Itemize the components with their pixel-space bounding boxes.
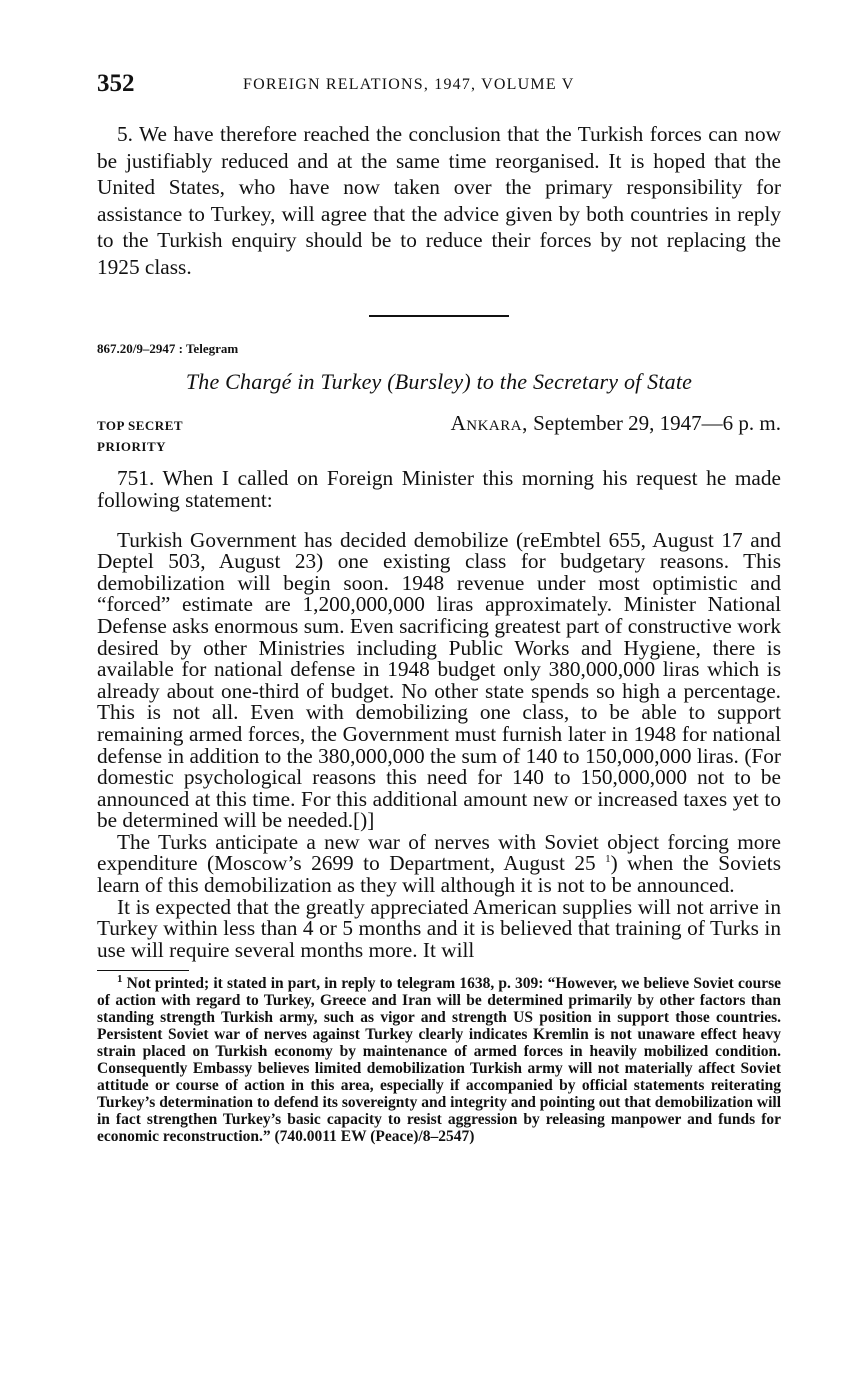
document-meta	[97, 410, 781, 457]
section-divider	[369, 315, 509, 317]
footnote-marker: 1	[117, 973, 123, 986]
statement-block	[97, 527, 781, 962]
document-page	[97, 70, 781, 1146]
classification-priority: PRIORITY	[97, 438, 167, 454]
opening-paragraph: 751. When I called on Foreign Minister this morning his request he made following statement:	[97, 465, 781, 513]
running-title: FOREIGN RELATIONS, 1947, VOLUME V	[243, 76, 575, 93]
footnote-divider	[97, 970, 189, 971]
turks-paragraph	[97, 829, 781, 898]
lead-paragraph: 5. We have therefore reached the conclusion that the Turkish forces can now be justifiably reduced and at the same time reorganised. It is hoped that the United States, who have now taken over the primary responsibility for assistance to Turkey, will agree that the advice given by both countries in reply to the Turkish enquiry should be to reduce their forces by not replacing the 1925 class.	[97, 122, 781, 279]
file-reference: 867.20/9–2947 : Telegram	[97, 340, 239, 356]
dateline-place: Ankara,	[450, 410, 528, 435]
classification-block	[97, 415, 183, 457]
document-heading: The Chargé in Turkey (Bursley) to the Secretary of State	[185, 368, 693, 394]
supplies-paragraph: It is expected that the greatly appreciated American supplies will not arrive in Turkey within less than 4 or 5 months and it is believed that training of Turks in use will require several months more. It will	[97, 894, 781, 962]
statement-paragraph: Turkish Government has decided demobilize (reEmbtel 655, August 17 and Deptel 503, August 23) one existing class for budgetary reasons. This demobilization will begin soon. 1948 revenue under most optimistic and “forced” estimate are 1,200,000,000 liras approximately. Minister National Defense asks enormous sum. Even sacrificing greatest part of constructive work desired by other Ministries including Public Works and Hygiene, there is available for national defense in 1948 budget only 380,000,000 liras which is already about one-third of budget. No other state spends so high a percentage. This is not all. Even with demobilizing one class, to be able to support remaining armed forces, the Government must furnish later in 1948 for national defense in addition to the 380,000,000 the sum of 140 to 150,000,000 liras. (For domestic psychological reasons this need for 140 to 150,000,000 not to be announced at this time. For this additional amount new or increased taxes yet to be determined will be needed.[)]	[97, 527, 781, 833]
dateline-date: September 29, 1947—6 p. m.	[533, 410, 781, 435]
classification-top-secret: TOP SECRET	[97, 417, 184, 433]
turks-paragraph-end: ) when the Soviets learn of this demobilization as they will although it is not to be announced.	[97, 851, 781, 898]
running-head	[97, 70, 781, 104]
turks-paragraph-start: The Turks anticipate a new war of nerves with Soviet object forcing more expenditure (Moscow’s 2699 to Department, August 25	[97, 829, 781, 876]
page-number: 352	[97, 70, 135, 97]
footnote-text: Not printed; it stated in part, in reply to telegram 1638, p. 309: “However, we believe Soviet course of action with regard to Turkey, Greece and Iran will be determined primarily by other factors than standing strength Turkish army, such as vigor and strength US position in support those countries. Persistent Soviet war of nerves against Turkey clearly indicates Kremlin is not unaware effect heavy strain placed on Turkish economy by maintenance of armed forces in heavily mobilized condition. Consequently Embassy believes limited demobilization Turkish army will not materially affect Soviet attitude or course of action in this area, especially if accompanied by official statements reiterating Turkey’s determination to defend its sovereignty and integrity and pointing out that demobilization will in fact strengthen Turkey’s basic capacity to resist aggression by releasing manpower and funds for economic reconstruction.” (740.0011 EW (Peace)/8–2547)	[97, 975, 782, 1145]
footnote-reference[interactable]: 1	[605, 853, 611, 866]
footnote	[97, 973, 782, 1145]
dateline	[451, 411, 781, 436]
